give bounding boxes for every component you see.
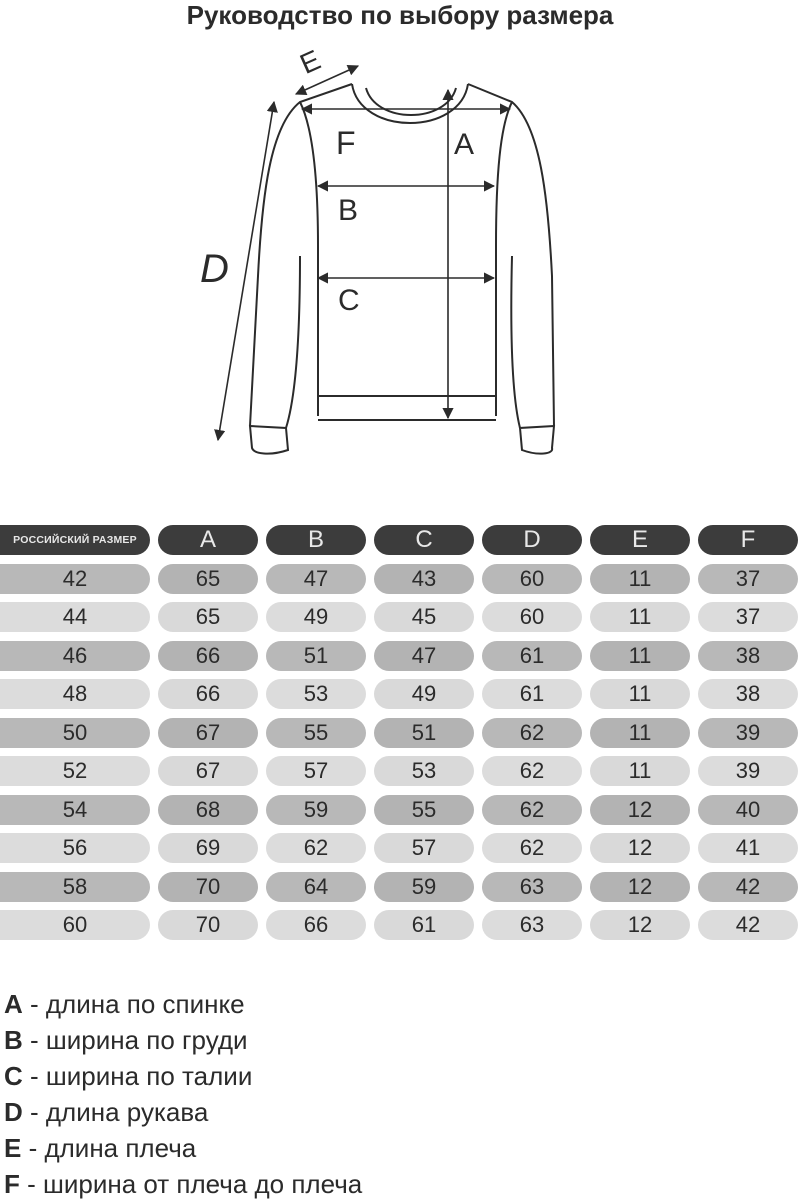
table-cell: 40 [698,795,798,825]
table-cell: 49 [374,679,474,709]
table-cell: 44 [0,602,150,632]
table-cell: 54 [0,795,150,825]
table-cell: 11 [590,602,690,632]
table-cell: 49 [266,602,366,632]
table-row [0,791,800,830]
label-b: B [338,194,359,227]
table-cell: 52 [0,756,150,786]
sweater-diagram [0,36,800,476]
table-cell: 55 [266,718,366,748]
table-cell: 70 [158,872,258,902]
table-cell: 64 [266,872,366,902]
table-cell: 67 [158,756,258,786]
table-cell: 11 [590,641,690,671]
legend-item [4,986,784,1022]
header-c: C [374,525,474,555]
legend-item [4,1022,784,1058]
header-b: B [266,525,366,555]
table-cell: 39 [698,756,798,786]
table-cell: 50 [0,718,150,748]
table-cell: 63 [482,872,582,902]
table-cell: 37 [698,602,798,632]
legend-key: D [4,1097,23,1127]
table-row [0,868,800,907]
table-cell: 11 [590,564,690,594]
legend-text: - длина по спинке [22,989,245,1019]
table-cell: 67 [158,718,258,748]
table-cell: 46 [0,641,150,671]
table-cell: 43 [374,564,474,594]
table-cell: 61 [482,679,582,709]
table-cell: 38 [698,641,798,671]
table-cell: 62 [482,718,582,748]
size-table [0,521,800,945]
table-cell: 12 [590,872,690,902]
legend-text: - длина плеча [21,1133,197,1163]
table-cell: 12 [590,795,690,825]
header-d: D [482,525,582,555]
table-cell: 42 [698,872,798,902]
table-cell: 37 [698,564,798,594]
header-russian-size: РОССИЙСКИЙ РАЗМЕР [0,525,150,555]
table-cell: 45 [374,602,474,632]
legend-key: B [4,1025,23,1055]
table-cell: 56 [0,833,150,863]
legend-item [4,1058,784,1094]
label-d: D [200,247,229,291]
table-cell: 62 [482,833,582,863]
legend-text: - длина рукава [22,1097,209,1127]
table-cell: 11 [590,679,690,709]
header-e: E [590,525,690,555]
table-cell: 60 [0,910,150,940]
table-cell: 51 [374,718,474,748]
table-header-row [0,521,800,560]
table-cell: 62 [266,833,366,863]
legend-item [4,1094,784,1130]
legend [4,986,784,1202]
table-cell: 47 [374,641,474,671]
table-cell: 57 [266,756,366,786]
table-body [0,560,800,945]
table-cell: 42 [698,910,798,940]
label-c: C [338,284,360,317]
legend-text: - ширина по груди [22,1025,248,1055]
sweater-outline [250,84,554,454]
legend-key: C [4,1061,23,1091]
table-cell: 11 [590,718,690,748]
page-title: Руководство по выбору размера [186,0,614,30]
table-row [0,714,800,753]
table-row [0,675,800,714]
legend-text: - ширина по талии [22,1061,253,1091]
table-cell: 66 [158,679,258,709]
table-cell: 53 [266,679,366,709]
table-cell: 60 [482,602,582,632]
legend-key: A [4,989,23,1019]
table-row [0,752,800,791]
table-cell: 59 [266,795,366,825]
table-cell: 12 [590,833,690,863]
legend-item [4,1130,784,1166]
table-cell: 59 [374,872,474,902]
table-row [0,560,800,599]
table-cell: 51 [266,641,366,671]
legend-item [4,1166,784,1202]
label-e: E [295,43,325,80]
table-cell: 53 [374,756,474,786]
table-cell: 57 [374,833,474,863]
table-cell: 66 [158,641,258,671]
label-a: A [454,128,475,161]
table-row [0,637,800,676]
table-row [0,906,800,945]
table-cell: 62 [482,756,582,786]
table-cell: 65 [158,602,258,632]
table-cell: 63 [482,910,582,940]
table-cell: 65 [158,564,258,594]
legend-key: F [4,1169,20,1199]
table-cell: 68 [158,795,258,825]
table-cell: 61 [482,641,582,671]
legend-text: - ширина от плеча до плеча [19,1169,363,1199]
table-cell: 11 [590,756,690,786]
table-row [0,829,800,868]
table-cell: 12 [590,910,690,940]
label-f: F [336,125,356,161]
table-cell: 47 [266,564,366,594]
table-cell: 60 [482,564,582,594]
table-cell: 41 [698,833,798,863]
legend-key: E [4,1133,22,1163]
header-a: A [158,525,258,555]
table-cell: 62 [482,795,582,825]
table-cell: 70 [158,910,258,940]
table-cell: 61 [374,910,474,940]
table-cell: 48 [0,679,150,709]
table-cell: 38 [698,679,798,709]
table-cell: 39 [698,718,798,748]
table-cell: 58 [0,872,150,902]
table-cell: 69 [158,833,258,863]
table-cell: 55 [374,795,474,825]
table-row [0,598,800,637]
table-cell: 66 [266,910,366,940]
header-f: F [698,525,798,555]
table-cell: 42 [0,564,150,594]
